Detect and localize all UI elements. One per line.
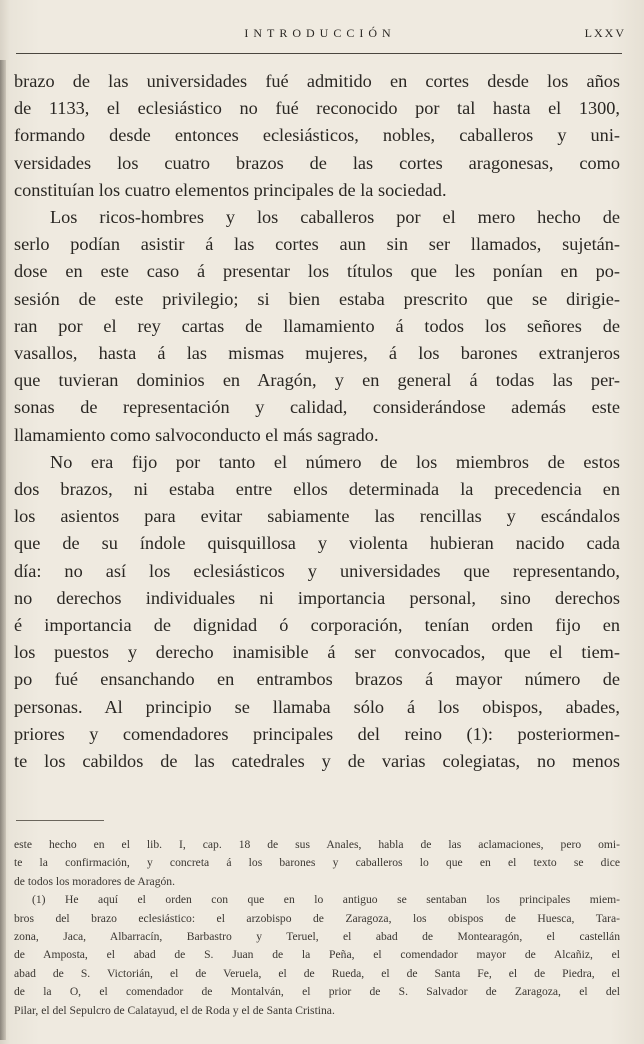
text-line: no derechos individuales ni importancia personal, sino derechos xyxy=(14,587,620,608)
page-number: LXXV xyxy=(584,26,626,40)
footnote-separator xyxy=(16,820,104,821)
text-line: los puestos y derecho inamisible á ser convocados, que el tiem- xyxy=(14,642,620,663)
page-header xyxy=(14,26,626,46)
footnote-line: te la confirmación, y concreta á los barones y caballeros lo que en el texto se dice xyxy=(14,856,620,870)
footnote-line: este hecho en el lib. I, cap. 18 de sus Anales, habla de las aclamaciones, pero omi- xyxy=(14,838,620,851)
text-line: brazo de las universidades fué admitido en cortes desde los años xyxy=(14,71,620,91)
footnote-line: de todos los moradores de Aragón. xyxy=(14,874,175,888)
text-line: serlo podían asistir á las cortes aun sin ser llamados, sujetán- xyxy=(14,234,620,255)
footnote-line: abad de S. Victorián, el de Veruela, el de Rueda, el de Santa Fe, el de Piedra, el xyxy=(14,966,620,980)
text-line: sonas de representación y calidad, considerándose además este xyxy=(14,397,620,418)
footnote-line: Pilar, el del Sepulcro de Calatayud, el de Roda y el de Santa Cristina. xyxy=(14,1003,335,1017)
text-line: día: no así los eclesiásticos y universidades que representando, xyxy=(14,560,620,581)
running-title: INTRODUCCIÓN xyxy=(244,26,396,40)
text-line: é importancia de dignidad ó corporación, tenían orden fijo en xyxy=(14,615,620,636)
text-line: los asientos para evitar sabiamente las rencillas y escándalos xyxy=(14,506,620,527)
text-line: sesión de este privilegio; si bien estaba prescrito que se dirigie- xyxy=(14,288,620,309)
text-line: llamamiento como salvoconducto el más sagrado. xyxy=(14,424,379,445)
header-rule xyxy=(16,53,622,54)
text-line: versidades los cuatro brazos de las cortes aragonesas, como xyxy=(14,152,620,173)
text-line: dose en este caso á presentar los títulos que les ponían en po- xyxy=(14,261,620,282)
footnote-line: bros del brazo eclesiástico: el arzobispo de Zaragoza, los obispos de Huesca, Tara- xyxy=(14,911,620,925)
text-line: de 1133, el eclesiástico no fué reconocido por tal hasta el 1300, xyxy=(14,98,620,119)
text-line: po fué ensanchando en entrambos brazos á mayor número de xyxy=(14,669,620,690)
text-line: ran por el rey cartas de llamamiento á todos los señores de xyxy=(14,315,620,336)
main-text xyxy=(14,68,620,775)
footnote-line: de la O, el comendador de Montalván, el prior de S. Salvador de Zaragoza, el del xyxy=(14,985,620,999)
text-line: dos brazos, ni estaba entre ellos determinada la precedencia en xyxy=(14,479,620,500)
text-line: constituían los cuatro elementos principales de la sociedad. xyxy=(14,179,447,200)
text-line: formando desde entonces eclesiásticos, nobles, caballeros y uni- xyxy=(14,125,620,146)
text-line: vasallos, hasta á las mismas mujeres, á los barones extranjeros xyxy=(14,343,620,364)
text-line: No era fijo por tanto el número de los miembros de estos xyxy=(50,451,620,472)
text-line: personas. Al principio se llamaba sólo á los obispos, abades, xyxy=(14,696,620,717)
text-line: priores y comendadores principales del reino (1): posteriormen- xyxy=(14,723,620,744)
footnotes xyxy=(14,836,620,1020)
text-line: Los ricos-hombres y los caballeros por el mero hecho de xyxy=(50,207,620,228)
footnote-line: de Amposta, el abad de S. Juan de la Peña, el comendador mayor de Alcañiz, el xyxy=(14,948,620,962)
text-line: que tuvieran dominios en Aragón, y en general á todas las per- xyxy=(14,370,620,391)
text-line: te los cabildos de las catedrales y de varias colegiatas, no menos xyxy=(14,751,620,772)
text-line: que de su índole quisquillosa y violenta hubieran nacido cada xyxy=(14,533,620,554)
footnote-line: (1) He aquí el orden con que en lo antiguo se sentaban los principales miem- xyxy=(32,893,620,907)
footnote-line: zona, Jaca, Albarracín, Barbastro y Teruel, el abad de Montearagón, el castellán xyxy=(14,930,620,944)
page-gutter-shadow xyxy=(0,60,6,1040)
